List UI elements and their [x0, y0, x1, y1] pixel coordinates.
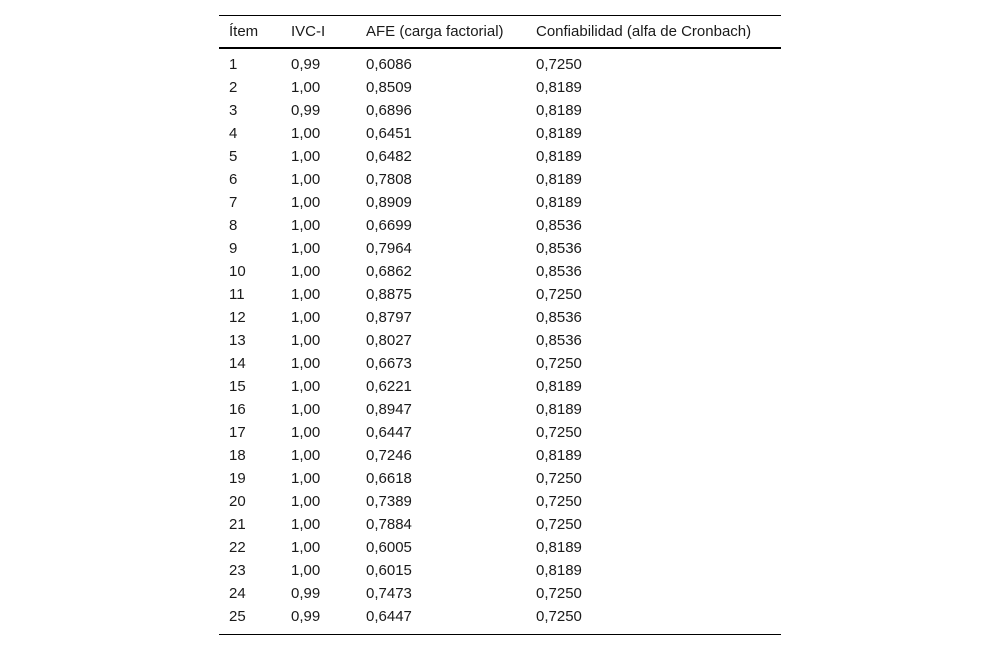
cell-ivc-i: 1,00: [291, 447, 321, 464]
header-afe: AFE (carga factorial): [366, 23, 504, 40]
cell-item: 22: [229, 539, 246, 556]
cell-afe: 0,7389: [366, 493, 412, 510]
cell-afe: 0,8947: [366, 401, 412, 418]
cell-confiabilidad: 0,8536: [536, 217, 582, 234]
cell-afe: 0,6447: [366, 608, 412, 625]
table-row: [219, 237, 781, 260]
cell-item: 17: [229, 424, 246, 441]
cell-confiabilidad: 0,8189: [536, 79, 582, 96]
cell-ivc-i: 1,00: [291, 286, 321, 303]
cell-confiabilidad: 0,8536: [536, 263, 582, 280]
cell-confiabilidad: 0,7250: [536, 56, 582, 73]
table-row: [219, 191, 781, 214]
cell-confiabilidad: 0,8536: [536, 240, 582, 257]
cell-item: 9: [229, 240, 238, 257]
table-row: [219, 283, 781, 306]
table-row: [219, 559, 781, 582]
table-row: [219, 605, 781, 635]
cell-afe: 0,8797: [366, 309, 412, 326]
cell-confiabilidad: 0,7250: [536, 286, 582, 303]
cell-item: 11: [229, 286, 245, 303]
cell-afe: 0,6673: [366, 355, 412, 372]
cell-item: 16: [229, 401, 246, 418]
results-table: [219, 15, 781, 635]
cell-ivc-i: 1,00: [291, 516, 321, 533]
cell-ivc-i: 1,00: [291, 539, 321, 556]
cell-afe: 0,7964: [366, 240, 412, 257]
cell-afe: 0,7884: [366, 516, 412, 533]
cell-item: 6: [229, 171, 238, 188]
cell-ivc-i: 1,00: [291, 79, 321, 96]
cell-confiabilidad: 0,8536: [536, 309, 582, 326]
cell-item: 23: [229, 562, 246, 579]
cell-afe: 0,6015: [366, 562, 412, 579]
cell-confiabilidad: 0,8536: [536, 332, 582, 349]
table-row: [219, 168, 781, 191]
table-row: [219, 536, 781, 559]
cell-ivc-i: 1,00: [291, 493, 321, 510]
cell-item: 8: [229, 217, 238, 234]
table-row: [219, 352, 781, 375]
cell-item: 20: [229, 493, 246, 510]
cell-confiabilidad: 0,7250: [536, 493, 582, 510]
cell-confiabilidad: 0,8189: [536, 447, 582, 464]
cell-confiabilidad: 0,7250: [536, 355, 582, 372]
cell-confiabilidad: 0,7250: [536, 424, 582, 441]
table-row: [219, 48, 781, 76]
table-body: [219, 48, 781, 635]
table-row: [219, 99, 781, 122]
table-header: [219, 16, 781, 49]
header-confiabilidad: Confiabilidad (alfa de Cronbach): [536, 23, 752, 40]
cell-item: 14: [229, 355, 246, 372]
cell-item: 13: [229, 332, 246, 349]
cell-ivc-i: 1,00: [291, 470, 321, 487]
table-row: [219, 490, 781, 513]
table-row: [219, 375, 781, 398]
cell-confiabilidad: 0,8189: [536, 148, 582, 165]
cell-confiabilidad: 0,7250: [536, 608, 582, 625]
cell-afe: 0,6896: [366, 102, 412, 119]
cell-afe: 0,8875: [366, 286, 412, 303]
table-row: [219, 76, 781, 99]
header-row: [219, 16, 781, 49]
table-row: [219, 467, 781, 490]
table-row: [219, 421, 781, 444]
cell-afe: 0,8027: [366, 332, 412, 349]
table-row: [219, 444, 781, 467]
cell-item: 10: [229, 263, 246, 280]
cell-confiabilidad: 0,8189: [536, 125, 582, 142]
cell-item: 24: [229, 585, 246, 602]
cell-ivc-i: 1,00: [291, 332, 321, 349]
cell-item: 2: [229, 79, 238, 96]
cell-item: 3: [229, 102, 238, 119]
cell-ivc-i: 1,00: [291, 401, 321, 418]
table-row: [219, 145, 781, 168]
cell-afe: 0,7808: [366, 171, 412, 188]
cell-afe: 0,6221: [366, 378, 412, 395]
cell-afe: 0,8909: [366, 194, 412, 211]
cell-ivc-i: 1,00: [291, 148, 321, 165]
table-row: [219, 513, 781, 536]
cell-confiabilidad: 0,8189: [536, 171, 582, 188]
cell-afe: 0,8509: [366, 79, 412, 96]
cell-ivc-i: 1,00: [291, 309, 321, 326]
cell-ivc-i: 0,99: [291, 56, 321, 73]
cell-ivc-i: 1,00: [291, 424, 321, 441]
cell-item: 18: [229, 447, 246, 464]
cell-item: 7: [229, 194, 238, 211]
cell-item: 12: [229, 309, 246, 326]
cell-afe: 0,6699: [366, 217, 412, 234]
cell-item: 19: [229, 470, 246, 487]
cell-afe: 0,6447: [366, 424, 412, 441]
cell-confiabilidad: 0,7250: [536, 470, 582, 487]
cell-confiabilidad: 0,8189: [536, 401, 582, 418]
cell-afe: 0,7473: [366, 585, 412, 602]
cell-ivc-i: 1,00: [291, 562, 321, 579]
cell-ivc-i: 0,99: [291, 585, 321, 602]
cell-afe: 0,6451: [366, 125, 412, 142]
cell-item: 25: [229, 608, 246, 625]
cell-ivc-i: 0,99: [291, 608, 321, 625]
table-row: [219, 582, 781, 605]
cell-item: 1: [229, 56, 238, 73]
cell-item: 21: [229, 516, 246, 533]
cell-confiabilidad: 0,8189: [536, 194, 582, 211]
cell-ivc-i: 1,00: [291, 171, 321, 188]
cell-afe: 0,6005: [366, 539, 412, 556]
cell-item: 4: [229, 125, 238, 142]
header-ivc-i: IVC-I: [291, 23, 326, 40]
cell-confiabilidad: 0,8189: [536, 539, 582, 556]
cell-afe: 0,6086: [366, 56, 412, 73]
table-row: [219, 214, 781, 237]
cell-ivc-i: 1,00: [291, 378, 321, 395]
table-row: [219, 122, 781, 145]
cell-confiabilidad: 0,8189: [536, 562, 582, 579]
cell-ivc-i: 1,00: [291, 355, 321, 372]
cell-confiabilidad: 0,8189: [536, 102, 582, 119]
cell-afe: 0,7246: [366, 447, 412, 464]
cell-ivc-i: 1,00: [291, 217, 321, 234]
cell-ivc-i: 0,99: [291, 102, 321, 119]
cell-confiabilidad: 0,8189: [536, 378, 582, 395]
cell-ivc-i: 1,00: [291, 194, 321, 211]
cell-confiabilidad: 0,7250: [536, 516, 582, 533]
cell-ivc-i: 1,00: [291, 263, 321, 280]
cell-ivc-i: 1,00: [291, 125, 321, 142]
cell-ivc-i: 1,00: [291, 240, 321, 257]
cell-item: 15: [229, 378, 246, 395]
cell-confiabilidad: 0,7250: [536, 585, 582, 602]
cell-afe: 0,6482: [366, 148, 412, 165]
header-item: Ítem: [229, 23, 259, 40]
table-row: [219, 260, 781, 283]
cell-afe: 0,6618: [366, 470, 412, 487]
cell-afe: 0,6862: [366, 263, 412, 280]
table-row: [219, 329, 781, 352]
table-row: [219, 306, 781, 329]
cell-item: 5: [229, 148, 238, 165]
table-row: [219, 398, 781, 421]
